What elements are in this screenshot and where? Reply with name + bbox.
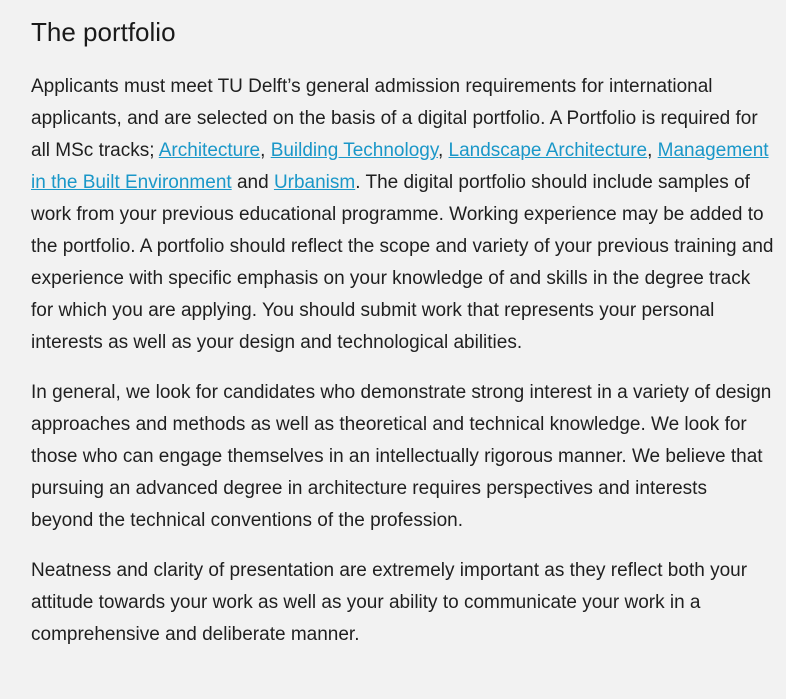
- presentation-paragraph: Neatness and clarity of presentation are extremely important as they reflect both your attitude towards your work as well as your ability to communicate your work in a comprehensive and deliberate manner.: [31, 560, 748, 645]
- link-urbanism[interactable]: Urbanism: [273, 172, 356, 193]
- candidates-paragraph: In general, we look for candidates who demonstrate strong interest in a variety of design approaches and methods as well as theoretical and technical knowledge. We look for those who can engage themselves in an intellectually rigorous manner. We believe that pursuing an advanced degree in architecture requires perspectives and interests beyond the technical conventions of the profession.: [31, 382, 772, 531]
- section-heading: The portfolio: [31, 17, 176, 47]
- link-management-built-environment[interactable]: Management in the Built Environment: [31, 140, 769, 193]
- admission-text-intro: Applicants must meet TU Delft’s general admission requirements for international applicants, and are selected on the basis of a digital portfolio. A Portfolio is required for all MSc tracks;: [31, 76, 758, 161]
- separator: and: [231, 172, 274, 193]
- admission-paragraph: [31, 71, 774, 359]
- admission-text-rest: . The digital portfolio should include samples of work from your previous educational programme. Working experience may be added to the portfolio. A portfolio should reflect the scope and variety of your previous training and experience with specific emphasis on your knowledge of and skills in the degree track for which you are applying. You should submit work that represents your personal interests as well as your design and technological abilities.: [31, 172, 774, 353]
- separator: ,: [647, 140, 658, 161]
- link-landscape-architecture[interactable]: Landscape Architecture: [448, 140, 648, 161]
- separator: ,: [437, 140, 449, 161]
- separator: ,: [260, 140, 271, 161]
- link-building-technology[interactable]: Building Technology: [270, 140, 438, 161]
- link-architecture[interactable]: Architecture: [158, 140, 261, 161]
